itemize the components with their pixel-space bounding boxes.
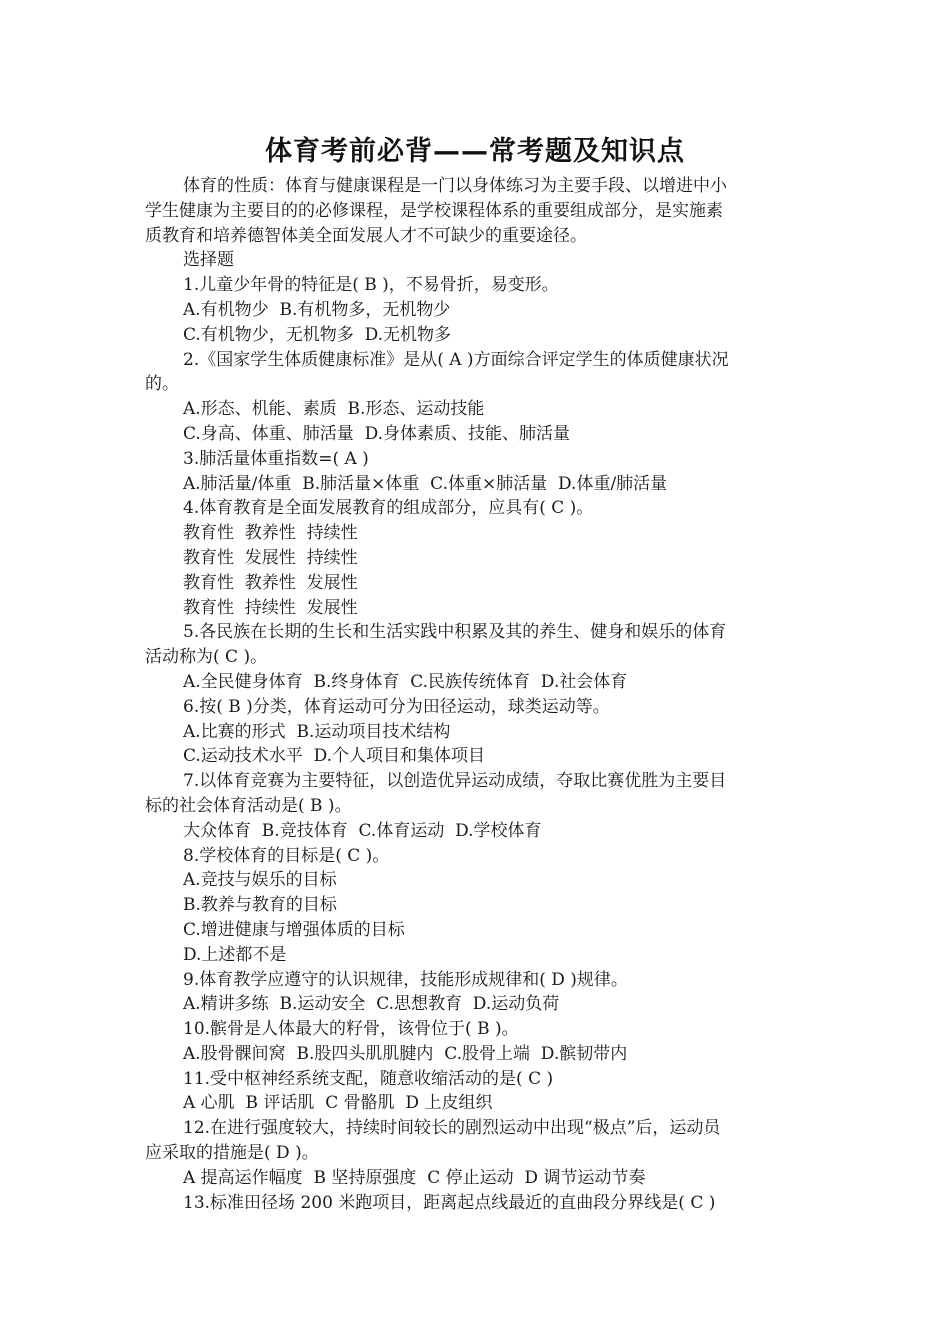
answer-options: A 提高运作幅度 B 坚持原强度 C 停止运动 D 调节运动节奏 xyxy=(183,1167,646,1188)
question-text: 标的社会体育活动是( B )。 xyxy=(145,795,352,816)
question-text: 活动称为( C )。 xyxy=(145,647,268,668)
answer-options: 教育性 教养性 持续性 xyxy=(183,523,358,544)
answer-options: B.教养与教育的目标 xyxy=(183,895,337,916)
answer-options: C.运动技术水平 D.个人项目和集体项目 xyxy=(183,746,486,767)
question-text: 1.儿童少年骨的特征是( B )，不易骨折，易变形。 xyxy=(183,275,559,296)
question-text: 的。 xyxy=(145,374,179,395)
question-text: 4.体育教育是全面发展教育的组成部分，应具有( C )。 xyxy=(183,498,594,519)
answer-options: 教育性 持续性 发展性 xyxy=(183,597,358,618)
question-text: 12.在进行强度较大，持续时间较长的剧烈运动中出现“极点”后，运动员 xyxy=(183,1118,721,1139)
answer-options: A.比赛的形式 B.运动项目技术结构 xyxy=(183,721,451,742)
question-text: 9.体育教学应遵守的认识规律，技能形成规律和( D )规律。 xyxy=(183,969,628,990)
answer-options: C.有机物少，无机物多 D.无机物多 xyxy=(183,324,452,345)
section-heading: 选择题 xyxy=(183,250,234,271)
answer-options: A.股骨髁间窝 B.股四头肌肌腱内 C.股骨上端 D.髌韧带内 xyxy=(183,1043,628,1064)
answer-options: 大众体育 B.竞技体育 C.体育运动 D.学校体育 xyxy=(183,820,542,841)
question-text: 10.髌骨是人体最大的籽骨，该骨位于( B )。 xyxy=(183,1019,519,1040)
answer-options: A 心肌 B 评话肌 C 骨骼肌 D 上皮组织 xyxy=(183,1093,493,1114)
answer-options: A.竞技与娱乐的目标 xyxy=(183,870,337,891)
text-line: 学生健康为主要目的的必修课程，是学校课程体系的重要组成部分，是实施素 xyxy=(145,200,723,221)
answer-options: A.形态、机能、素质 B.形态、运动技能 xyxy=(183,399,485,420)
text-line: 质教育和培养德智体美全面发展人才不可缺少的重要途径。 xyxy=(145,225,587,246)
answer-options: A.有机物少 B.有机物多，无机物少 xyxy=(183,299,451,320)
answer-options: A.全民健身体育 B.终身体育 C.民族传统体育 D.社会体育 xyxy=(183,671,628,692)
answer-options: A.肺活量/体重 B.肺活量×体重 C.体重×肺活量 D.体重/肺活量 xyxy=(183,473,668,494)
question-text: 6.按( B )分类，体育运动可分为田径运动，球类运动等。 xyxy=(183,696,610,717)
answer-options: A.精讲多练 B.运动安全 C.思想教育 D.运动负荷 xyxy=(183,994,560,1015)
question-text: 2.《国家学生体质健康标准》是从( A )方面综合评定学生的体质健康状况 xyxy=(183,349,729,370)
document-title: 体育考前必背——常考题及知识点 xyxy=(265,136,685,167)
answer-options: 教育性 教养性 发展性 xyxy=(183,572,358,593)
answer-options: C.身高、体重、肺活量 D.身体素质、技能、肺活量 xyxy=(183,423,571,444)
question-text: 应采取的措施是( D )。 xyxy=(145,1143,319,1164)
question-text: 5.各民族在长期的生长和生活实践中积累及其的养生、健身和娱乐的体育 xyxy=(183,622,727,643)
question-text: 11.受中枢神经系统支配，随意收缩活动的是( C ) xyxy=(183,1068,554,1089)
question-text: 8.学校体育的目标是( C )。 xyxy=(183,845,390,866)
question-text: 7.以体育竞赛为主要特征，以创造优异运动成绩，夺取比赛优胜为主要目 xyxy=(183,771,727,792)
answer-options: D.上述都不是 xyxy=(183,944,287,965)
answer-options: 教育性 发展性 持续性 xyxy=(183,547,358,568)
text-line: 体育的性质：体育与健康课程是一门以身体练习为主要手段、以增进中小 xyxy=(183,176,727,196)
document-body xyxy=(145,174,805,1215)
question-text: 13.标准田径场 200 米跑项目，距离起点线最近的直曲段分界线是( C ) xyxy=(183,1192,716,1213)
answer-options: C.增进健康与增强体质的目标 xyxy=(183,919,405,940)
question-text: 3.肺活量体重指数=( A ) xyxy=(183,448,369,469)
